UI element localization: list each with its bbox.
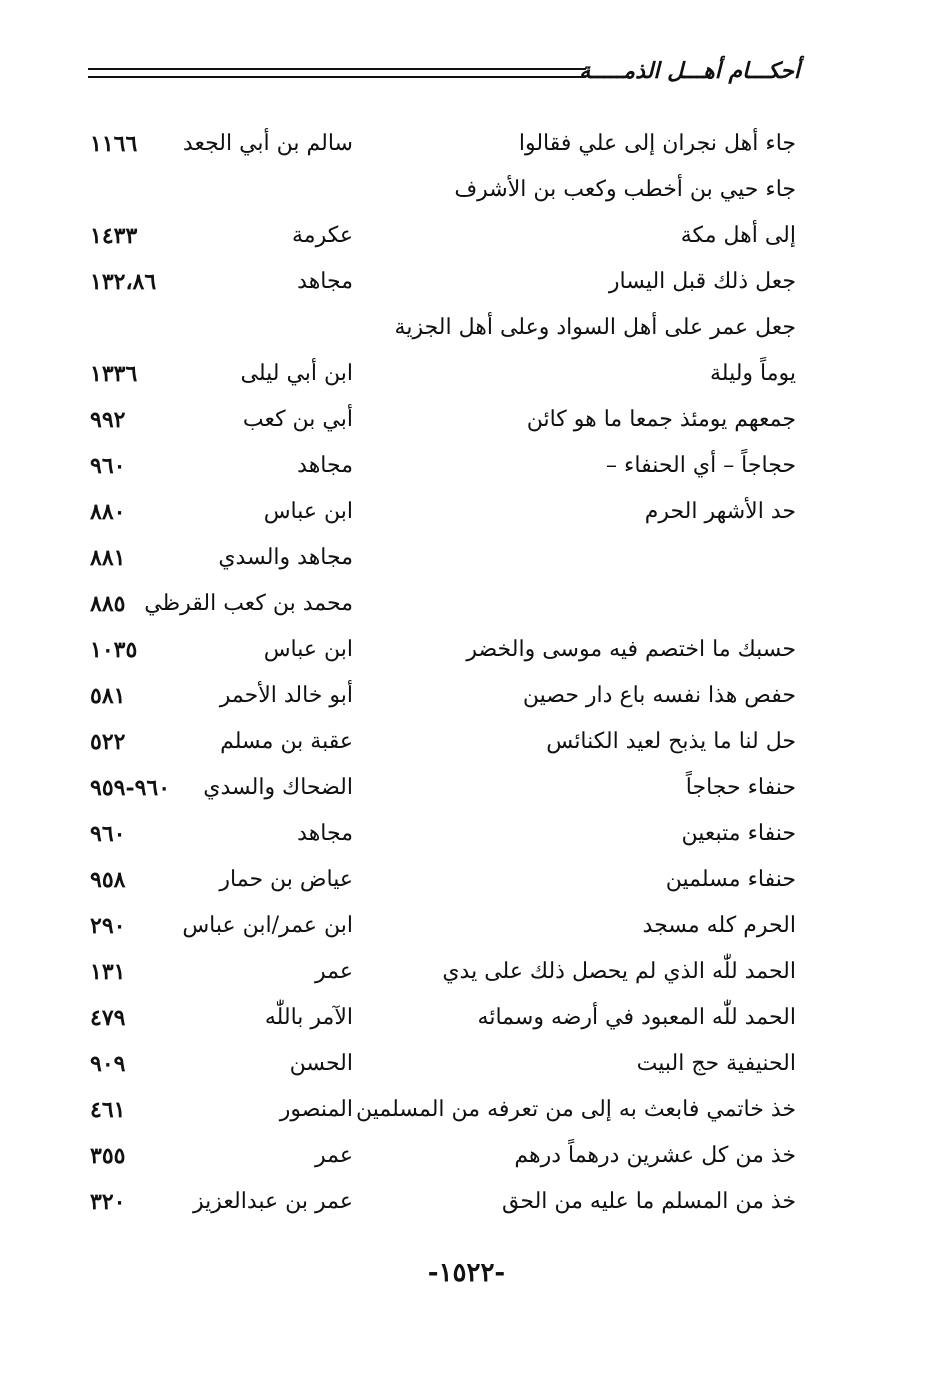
hadith-phrase: خذ من كل عشرين درهماً درهم [514,1143,796,1168]
index-row [0,444,933,488]
page-reference: ٣٥٥ [90,1143,126,1169]
narrator-name: عكرمة [292,223,353,248]
narrator-name: مجاهد [297,821,353,846]
page-reference: ٣٢٠ [90,1189,126,1215]
narrator-name: سالم بن أبي الجعد [182,131,353,156]
hadith-phrase: خذ خاتمي فابعث به إلى من تعرفه من المسلمين [356,1097,796,1122]
page-reference: ١٠٣٥ [90,637,138,663]
index-row [0,1134,933,1178]
hadith-phrase: الحنيفية حج البيت [636,1051,796,1076]
narrator-name: عمر بن عبدالعزيز [193,1189,353,1214]
page-reference: ١٣٢،٨٦ [90,269,157,295]
narrator-name: عمر [315,959,353,984]
hadith-phrase: حل لنا ما يذبح لعيد الكنائس [546,729,796,754]
index-row [0,628,933,672]
index-row [0,260,933,304]
page-reference: ٩٥٨ [90,867,126,893]
page-reference: ٨٨٥ [90,591,126,617]
hadith-phrase: الحمد للّٰه الذي لم يحصل ذلك على يدي [442,959,796,984]
index-row [0,720,933,764]
page-reference: ٩٦٠ [90,821,126,847]
page-reference: ٥٨١ [90,683,126,709]
page-reference: ٨٨٠ [90,499,126,525]
page-reference: ٩٦٠-٩٥٩ [90,775,171,801]
narrator-name: ابن عباس [263,499,353,524]
narrator-name: ابن عباس [263,637,353,662]
index-row [0,766,933,810]
hadith-phrase: جاء حيي بن أخطب وكعب بن الأشرف [454,177,796,202]
hadith-phrase: جمعهم يومئذ جمعا ما هو كائن [526,407,796,432]
hadith-phrase: الحرم كله مسجد [642,913,796,938]
page-reference: ٨٨١ [90,545,126,571]
narrator-name: عمر [315,1143,353,1168]
narrator-name: المنصور [279,1097,353,1122]
narrator-name: أبو خالد الأحمر [219,683,353,708]
page-reference: ١١٦٦ [90,131,138,157]
page-reference: ٢٩٠ [90,913,126,939]
hadith-phrase: حنفاء متبعين [681,821,796,846]
index-row [0,582,933,626]
narrator-name: مجاهد والسدي [218,545,353,570]
narrator-name: مجاهد [297,269,353,294]
narrator-name: ابن عمر/ابن عباس [182,913,353,938]
hadith-phrase: جاء أهل نجران إلى علي فقالوا [518,131,796,156]
page-reference: ١٣٣٦ [90,361,138,387]
index-row [0,168,933,212]
page-reference: ١٤٣٣ [90,223,138,249]
index-row [0,398,933,442]
hadith-phrase: حفص هذا نفسه باع دار حصين [522,683,796,708]
narrator-name: عقبة بن مسلم [220,729,353,754]
index-row [0,1180,933,1224]
header-rule-bottom [88,76,586,78]
page-reference: ٥٢٢ [90,729,126,755]
narrator-name: الضحاك والسدي [203,775,353,800]
index-row [0,904,933,948]
hadith-phrase: إلى أهل مكة [680,223,796,248]
index-row [0,950,933,994]
index-row [0,306,933,350]
hadith-phrase: يوماً وليلة [709,361,796,386]
header-title: أحكـــام أهـــل الذمـــــة [579,58,800,84]
narrator-name: أبي بن كعب [242,407,353,432]
index-row [0,674,933,718]
narrator-name: عياض بن حمار [219,867,353,892]
index-row [0,214,933,258]
narrator-name: مجاهد [297,453,353,478]
page-reference: ٩٩٢ [90,407,126,433]
index-row [0,996,933,1040]
narrator-name: الحسن [289,1051,353,1076]
index-row [0,1042,933,1086]
index-row [0,812,933,856]
index-row [0,122,933,166]
page-reference: ٩٠٩ [90,1051,126,1077]
page-reference: ١٣١ [90,959,126,985]
header-rule-top [88,68,586,70]
index-row [0,858,933,902]
hadith-phrase: خذ من المسلم ما عليه من الحق [502,1189,796,1214]
narrator-name: الآمر باللّٰه [264,1005,353,1030]
hadith-phrase: حنفاء مسلمين [665,867,796,892]
page-reference: ٤٦١ [90,1097,126,1123]
hadith-phrase: الحمد للّٰه المعبود في أرضه وسمائه [477,1005,796,1030]
page-reference: ٤٧٩ [90,1005,126,1031]
index-row [0,1088,933,1132]
index-row [0,490,933,534]
index-row [0,352,933,396]
page-number: -١٥٢٢- [427,1258,506,1288]
hadith-phrase: حد الأشهر الحرم [644,499,796,524]
hadith-phrase: حسبك ما اختصم فيه موسى والخضر [466,637,796,662]
narrator-name: ابن أبي ليلى [240,361,353,386]
index-row [0,536,933,580]
page-reference: ٩٦٠ [90,453,126,479]
hadith-phrase: جعل عمر على أهل السواد وعلى أهل الجزية [394,315,796,340]
hadith-phrase: حنفاء حجاجاً [685,775,796,800]
hadith-phrase: حجاجاً – أي الحنفاء – [606,453,796,478]
narrator-name: محمد بن كعب القرظي [144,591,353,616]
hadith-phrase: جعل ذلك قبل اليسار [608,269,796,294]
